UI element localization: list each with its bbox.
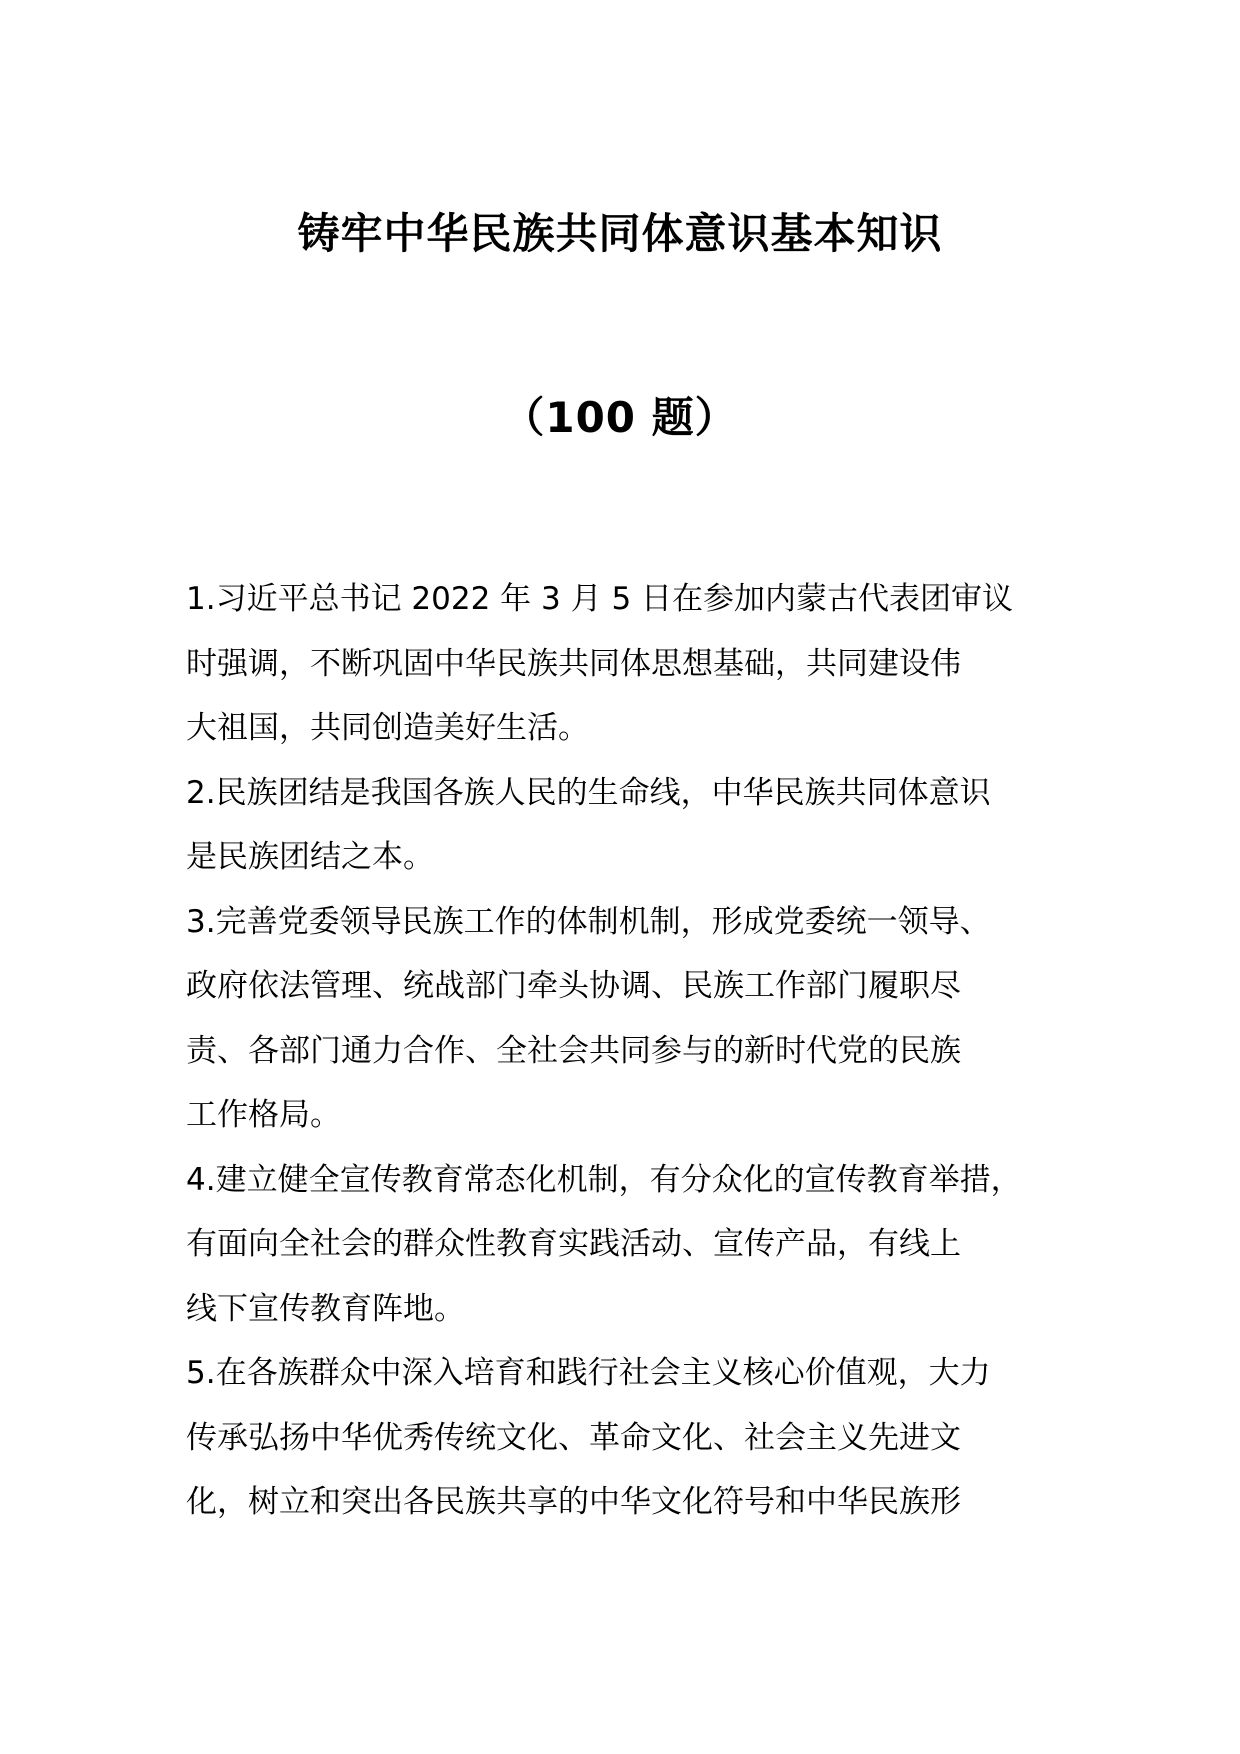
paragraph-3: 3.完善党委领导民族工作的体制机制，形成党委统一领导、 政府依法管理、统战部门牵头协调、民族工作部门履职尽 责、各部门通力合作、全社会共同参与的新时代党的民族 工作格局。 [186,903,991,1133]
paragraph-4: 4.建立健全宣传教育常态化机制，有分众化的宣传教育举措， 有面向全社会的群众性教育实践活动、宣传产品，有线上 线下宣传教育阵地。 [186,1161,1022,1327]
document-body [186,567,1086,1535]
paragraph-5: 5.在各族群众中深入培育和践行社会主义核心价值观，大力 传承弘扬中华优秀传统文化、革命文化、社会主义先进文 化，树立和突出各民族共享的中华文化符号和中华民族形 [186,1355,991,1520]
paragraph-1: 1.习近平总书记 2022 年 3 月 5 日在参加内蒙古代表团审议 时强调，不断巩固中华民族共同体思想基础，共同建设伟 大祖国，共同创造美好生活。 [186,581,1014,746]
document-title: 铸牢中华民族共同体意识基本知识 [297,209,943,258]
paragraph-2: 2.民族团结是我国各族人民的生命线，中华民族共同体意识 是民族团结之本。 [186,774,991,875]
document-subtitle: （100 题） [502,393,738,442]
